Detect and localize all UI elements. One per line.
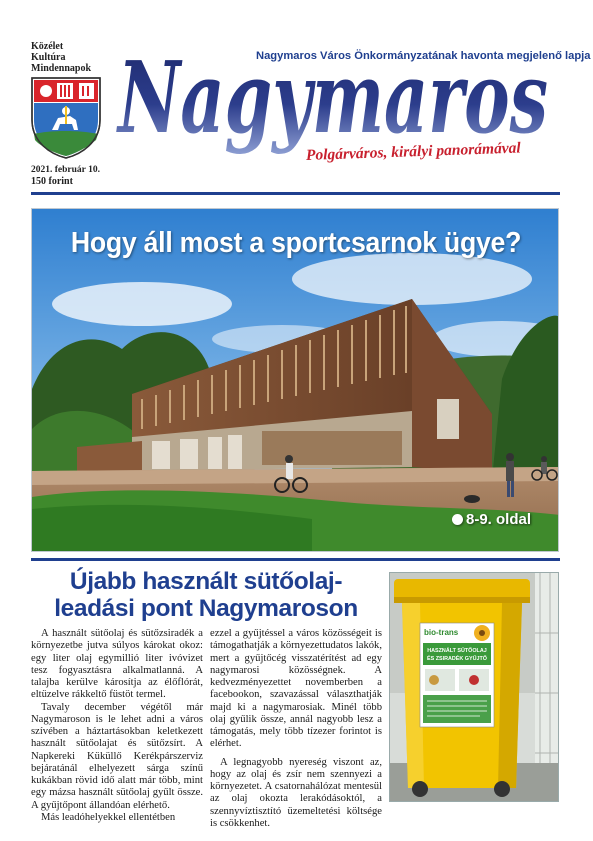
sports-hall-rendering (32, 209, 559, 552)
article-title: Újabb használt sütőolaj-leadási pont Nagymaroson (54, 568, 358, 622)
tag-mindennapok: Mindennapok (31, 63, 92, 74)
hero-image (31, 208, 559, 552)
issue-date: 2021. február 10. (31, 165, 100, 175)
section-tags (31, 41, 91, 74)
article-column-1 (31, 628, 203, 824)
bin-brand: bio-trans (424, 628, 459, 637)
article-paragraph: A használt sütőolaj és sütőzsiradék a környezetbe jutva súlyos károkat okoz: egy liter olaj egymillió liter ivóvizet tesz fogyasztásra alkalmatlanná. A talajba kerülve károsítja az élőflórát, eltüzelve rákkeltő füstöt termel. (31, 628, 203, 701)
publisher-line: Nagymaros Város Önkormányzatának havonta megjelenő lapja (256, 50, 591, 62)
collection-bin-image (390, 573, 559, 802)
article-paragraph: Más leadóhelyekkel ellentétben (41, 811, 176, 823)
bin-label-line-2: ÉS ZSIRADÉK GYŰJTŐ (427, 656, 487, 662)
section-rule (31, 558, 560, 561)
page-reference[interactable] (452, 511, 531, 528)
slogan: Polgárváros, királyi panorámával (305, 139, 522, 164)
coat-of-arms-icon (30, 76, 102, 160)
masthead-rule (31, 192, 560, 195)
tag-kozelet: Közélet (31, 41, 64, 52)
logo-wordmark: Nagymaros (115, 41, 548, 156)
article-paragraph: ezzel a gyűjtéssel a város közösségeit is támogathatják a környezettudatos lakók, mert a gyűjtőcég visszatérítést ad egy nagymarosi közösségnek. A kedvezményezettet novemberben a facebookon, szavazással választhatják majd ki a nagymarosiak. Minél több olaj gyűlik össze, annál nagyobb lesz a támogatás, mely több tízezer forintot is elérhet. (210, 628, 382, 750)
page-reference-label: 8-9. oldal (466, 511, 532, 528)
issue-price: 150 forint (31, 176, 73, 187)
nagymaros-logo (110, 40, 560, 190)
article-paragraph: Tavaly december végétől már Nagymaroson is le lehet adni a város szívében a háztartásokban keletkezett használt sütőolajat és sütőzsírt. A Napkereki Küküllő Kerékpárszerviz bejáratánál elhelyezett sárga színű kukákban rövid idő alatt már több, mint egy mázsa használt sütőolaj gyűlt össze. A gyűjtőpont állandóan elérhető. (31, 701, 203, 811)
bin-label-line-1: HASZNÁLT SÜTŐOLAJ (427, 648, 487, 654)
oil-bin-photo (389, 572, 559, 802)
masthead (0, 0, 593, 200)
article-column-2 (210, 628, 382, 830)
tag-kultura: Kultúra (31, 52, 66, 63)
bullet-icon (452, 514, 463, 525)
article-paragraph: A legnagyobb nyereség viszont az, hogy az olaj és zsír nem szennyezi a környezetet. A csatornahálózat mentesül az olaj okozta lerakódásoktól, a szennyvíztisztító üzemeltetési költsége is csökkenhet. (210, 756, 382, 829)
hero-headline: Hogy áll most a sportcsarnok ügye? (70, 227, 522, 259)
